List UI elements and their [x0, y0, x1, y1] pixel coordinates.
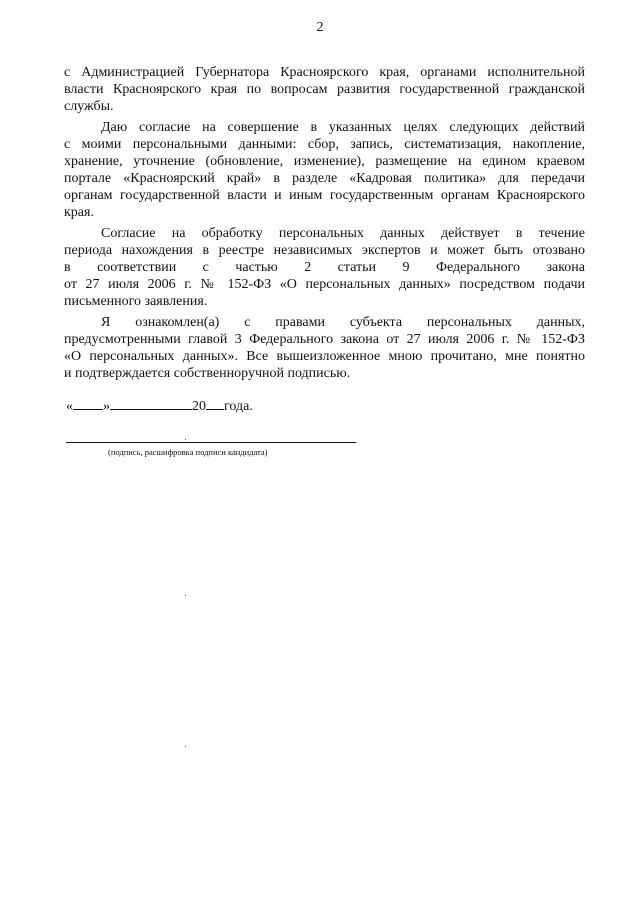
text-line: органам государственной власти и иным государственным органам Красноярского [64, 188, 585, 203]
date-open-quote: « [66, 399, 73, 414]
text-line: с Администрацией Губернатора Красноярского края, органами исполнительной [64, 65, 585, 80]
text-line: Я ознакомлен(а) с правами субъекта персональных данных, [101, 315, 585, 330]
text-line: портале «Красноярский край» в разделе «Кадровая политика» для передачи [64, 171, 585, 186]
date-line [66, 397, 253, 415]
day-blank[interactable] [73, 397, 103, 410]
scan-speck [185, 746, 186, 747]
year-century: 20 [192, 399, 206, 414]
text-line: Согласие на обработку персональных данных действует в течение [101, 226, 585, 241]
date-suffix: года. [224, 399, 253, 414]
scan-speck [185, 595, 186, 596]
paragraph-consent-actions [64, 119, 585, 221]
text-line: от 27 июля 2006 г. № 152-ФЗ «О персональных данных» посредством подачи [64, 277, 585, 292]
paragraph-continuation [64, 64, 585, 115]
page-number: 2 [316, 20, 324, 35]
text-line: края. [64, 205, 94, 220]
text-line: в соответствии с частью 2 статьи 9 Федерального закона [64, 260, 585, 275]
text-line: хранение, уточнение (обновление, изменение), размещение на едином краевом [64, 154, 585, 169]
paragraph-consent-validity [64, 225, 585, 310]
date-close-quote: » [103, 399, 110, 414]
text-line: предусмотренными главой 3 Федерального закона от 27 июля 2006 г. № 152-ФЗ [64, 332, 585, 347]
body-text [64, 64, 585, 386]
signature-line[interactable] [66, 442, 356, 443]
text-line: и подтверждается собственноручной подписью. [64, 366, 351, 381]
scan-speck [185, 439, 186, 440]
text-line: с моими персональными данными: сбор, запись, систематизация, накопление, [64, 137, 585, 152]
text-line: «О персональных данных». Все вышеизложенное мною прочитано, мне понятно [64, 349, 585, 364]
text-line: письменного заявления. [64, 294, 208, 309]
text-line: Даю согласие на совершение в указанных целях следующих действий [101, 120, 585, 135]
month-blank[interactable] [110, 397, 192, 410]
year-blank[interactable] [206, 397, 224, 410]
text-line: периода нахождения в реестре независимых экспертов и может быть отозвано [64, 243, 585, 258]
text-line: власти Красноярского края по вопросам развития государственной гражданской [64, 82, 585, 97]
paragraph-acknowledgement [64, 314, 585, 382]
text-line: службы. [64, 99, 114, 114]
signature-caption: (подпись, расшифровка подписи кандидата) [108, 447, 268, 457]
